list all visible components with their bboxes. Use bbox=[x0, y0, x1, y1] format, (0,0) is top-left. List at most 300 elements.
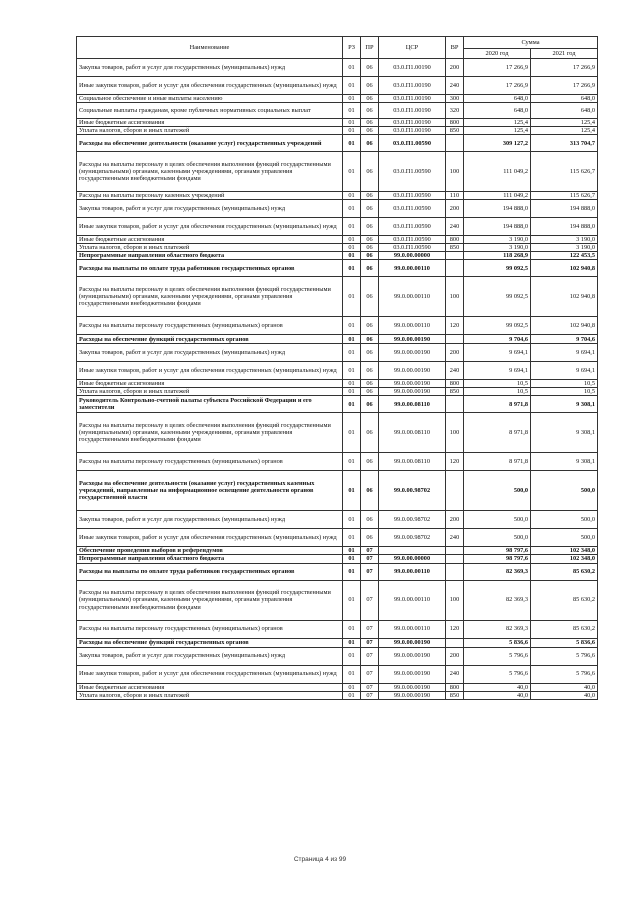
cell-rz: 01 bbox=[343, 119, 361, 127]
cell-pr: 07 bbox=[361, 580, 379, 620]
cell-vr bbox=[446, 563, 464, 580]
cell-csr: 03.0.П1.00590 bbox=[379, 244, 446, 252]
cell-vr: 240 bbox=[446, 665, 464, 683]
cell-csr: 99.0.00.00110 bbox=[379, 580, 446, 620]
cell-csr: 99.0.00.00000 bbox=[379, 555, 446, 563]
cell-sum-2020: 9 704,6 bbox=[464, 335, 531, 344]
table-row bbox=[77, 396, 598, 413]
col-header-csr: ЦСР bbox=[379, 37, 446, 59]
cell-vr bbox=[446, 252, 464, 260]
cell-pr: 06 bbox=[361, 192, 379, 200]
cell-sum-2020: 648,0 bbox=[464, 103, 531, 119]
cell-csr: 99.0.00.00110 bbox=[379, 563, 446, 580]
cell-vr: 110 bbox=[446, 192, 464, 200]
col-header-2021: 2021 год bbox=[531, 49, 598, 59]
cell-pr: 06 bbox=[361, 344, 379, 362]
cell-pr: 06 bbox=[361, 152, 379, 192]
cell-pr: 06 bbox=[361, 317, 379, 335]
cell-sum-2021: 125,4 bbox=[531, 127, 598, 135]
cell-rz: 01 bbox=[343, 236, 361, 244]
cell-name: Иные бюджетные ассигнования bbox=[77, 119, 343, 127]
cell-pr: 06 bbox=[361, 252, 379, 260]
cell-pr: 06 bbox=[361, 396, 379, 413]
cell-rz: 01 bbox=[343, 691, 361, 699]
cell-csr: 99.0.00.00110 bbox=[379, 620, 446, 638]
table-row bbox=[77, 344, 598, 362]
cell-vr bbox=[446, 547, 464, 555]
cell-sum-2020: 500,0 bbox=[464, 511, 531, 529]
table-row bbox=[77, 563, 598, 580]
cell-csr: 99.0.00.00190 bbox=[379, 638, 446, 647]
cell-name: Расходы на выплаты персоналу в целях обеспечения выполнения функций государственными (муниципальными) органами, казенными учреждениями, органами управления государственными внебюджетными фондами bbox=[77, 413, 343, 453]
cell-name: Иные закупки товаров, работ и услуг для обеспечения государственных (муниципальных) нужд bbox=[77, 529, 343, 547]
cell-csr: 99.0.00.98702 bbox=[379, 529, 446, 547]
table-row bbox=[77, 547, 598, 555]
cell-name: Иные бюджетные ассигнования bbox=[77, 236, 343, 244]
cell-vr: 100 bbox=[446, 152, 464, 192]
cell-name: Иные бюджетные ассигнования bbox=[77, 380, 343, 388]
col-header-sum: Сумма bbox=[464, 37, 598, 49]
cell-sum-2021: 648,0 bbox=[531, 103, 598, 119]
cell-name: Расходы на выплаты персоналу государственных (муниципальных) органов bbox=[77, 453, 343, 471]
cell-rz: 01 bbox=[343, 244, 361, 252]
table-row bbox=[77, 236, 598, 244]
cell-csr: 99.0.00.08110 bbox=[379, 396, 446, 413]
cell-vr: 240 bbox=[446, 77, 464, 95]
cell-vr bbox=[446, 135, 464, 152]
cell-sum-2020: 8 971,8 bbox=[464, 413, 531, 453]
table-header bbox=[77, 37, 598, 59]
cell-pr: 06 bbox=[361, 529, 379, 547]
cell-rz: 01 bbox=[343, 103, 361, 119]
table-row bbox=[77, 580, 598, 620]
cell-sum-2021: 115 626,7 bbox=[531, 192, 598, 200]
table-row bbox=[77, 252, 598, 260]
cell-name: Уплата налогов, сборов и иных платежей bbox=[77, 388, 343, 396]
cell-rz: 01 bbox=[343, 555, 361, 563]
table-row bbox=[77, 388, 598, 396]
cell-sum-2021: 194 888,0 bbox=[531, 200, 598, 218]
cell-sum-2020: 10,5 bbox=[464, 388, 531, 396]
cell-csr: 99.0.00.00190 bbox=[379, 344, 446, 362]
cell-sum-2021: 9 704,6 bbox=[531, 335, 598, 344]
table-row bbox=[77, 77, 598, 95]
cell-rz: 01 bbox=[343, 152, 361, 192]
table-row bbox=[77, 471, 598, 511]
cell-vr: 200 bbox=[446, 647, 464, 665]
cell-csr: 03.0.П1.00190 bbox=[379, 95, 446, 103]
cell-sum-2021: 9 694,1 bbox=[531, 344, 598, 362]
cell-sum-2020: 99 092,5 bbox=[464, 277, 531, 317]
col-header-pr: ПР bbox=[361, 37, 379, 59]
cell-sum-2021: 500,0 bbox=[531, 511, 598, 529]
cell-sum-2021: 648,0 bbox=[531, 95, 598, 103]
cell-sum-2021: 125,4 bbox=[531, 119, 598, 127]
cell-csr: 03.0.П1.00590 bbox=[379, 200, 446, 218]
cell-pr: 06 bbox=[361, 335, 379, 344]
cell-sum-2021: 9 308,1 bbox=[531, 413, 598, 453]
cell-pr: 07 bbox=[361, 620, 379, 638]
cell-sum-2021: 500,0 bbox=[531, 471, 598, 511]
cell-csr: 03.0.П1.00590 bbox=[379, 218, 446, 236]
table-row bbox=[77, 380, 598, 388]
cell-sum-2021: 102 940,8 bbox=[531, 277, 598, 317]
cell-name: Закупка товаров, работ и услуг для государственных (муниципальных) нужд bbox=[77, 511, 343, 529]
table-row bbox=[77, 453, 598, 471]
cell-name: Социальное обеспечение и иные выплаты населению bbox=[77, 95, 343, 103]
cell-rz: 01 bbox=[343, 200, 361, 218]
cell-vr: 320 bbox=[446, 103, 464, 119]
cell-sum-2020: 125,4 bbox=[464, 127, 531, 135]
table-row bbox=[77, 59, 598, 77]
cell-vr: 240 bbox=[446, 529, 464, 547]
cell-sum-2020: 99 092,5 bbox=[464, 260, 531, 277]
cell-name: Расходы на выплаты персоналу государственных (муниципальных) органов bbox=[77, 620, 343, 638]
cell-rz: 01 bbox=[343, 95, 361, 103]
cell-name: Уплата налогов, сборов и иных платежей bbox=[77, 127, 343, 135]
table-row bbox=[77, 620, 598, 638]
cell-sum-2020: 82 369,3 bbox=[464, 563, 531, 580]
cell-rz: 01 bbox=[343, 511, 361, 529]
cell-pr: 06 bbox=[361, 413, 379, 453]
cell-rz: 01 bbox=[343, 277, 361, 317]
cell-pr: 06 bbox=[361, 218, 379, 236]
cell-sum-2021: 102 940,8 bbox=[531, 317, 598, 335]
cell-sum-2021: 115 626,7 bbox=[531, 152, 598, 192]
cell-sum-2020: 111 049,2 bbox=[464, 192, 531, 200]
cell-csr: 03.0.П1.00590 bbox=[379, 152, 446, 192]
cell-csr: 99.0.00.00000 bbox=[379, 252, 446, 260]
cell-rz: 01 bbox=[343, 135, 361, 152]
cell-sum-2021: 85 630,2 bbox=[531, 620, 598, 638]
table-row bbox=[77, 317, 598, 335]
cell-pr: 07 bbox=[361, 638, 379, 647]
cell-csr: 03.0.П1.00190 bbox=[379, 59, 446, 77]
cell-vr: 800 bbox=[446, 119, 464, 127]
cell-sum-2020: 194 888,0 bbox=[464, 200, 531, 218]
cell-csr: 99.0.00.00110 bbox=[379, 260, 446, 277]
cell-rz: 01 bbox=[343, 77, 361, 95]
cell-pr: 07 bbox=[361, 547, 379, 555]
cell-pr: 06 bbox=[361, 59, 379, 77]
cell-sum-2021: 40,0 bbox=[531, 683, 598, 691]
cell-name: Расходы на обеспечение функций государственных органов bbox=[77, 335, 343, 344]
cell-rz: 01 bbox=[343, 620, 361, 638]
cell-csr: 03.0.П1.00590 bbox=[379, 236, 446, 244]
cell-sum-2020: 8 971,8 bbox=[464, 396, 531, 413]
cell-vr bbox=[446, 260, 464, 277]
table-row bbox=[77, 135, 598, 152]
cell-rz: 01 bbox=[343, 563, 361, 580]
cell-csr: 03.0.П1.00190 bbox=[379, 103, 446, 119]
cell-pr: 06 bbox=[361, 362, 379, 380]
table-body bbox=[77, 59, 598, 700]
cell-vr: 850 bbox=[446, 244, 464, 252]
cell-sum-2020: 500,0 bbox=[464, 529, 531, 547]
cell-pr: 07 bbox=[361, 665, 379, 683]
cell-rz: 01 bbox=[343, 218, 361, 236]
cell-sum-2020: 40,0 bbox=[464, 691, 531, 699]
cell-sum-2020: 3 190,0 bbox=[464, 236, 531, 244]
table-row bbox=[77, 647, 598, 665]
col-header-2020: 2020 год bbox=[464, 49, 531, 59]
cell-csr bbox=[379, 547, 446, 555]
cell-pr: 06 bbox=[361, 380, 379, 388]
cell-sum-2021: 85 630,2 bbox=[531, 563, 598, 580]
cell-vr: 100 bbox=[446, 277, 464, 317]
cell-name: Расходы на обеспечение деятельности (оказание услуг) государственных казенных учреждений, направленные на информационное освещение деятельности органов государственной власти bbox=[77, 471, 343, 511]
cell-pr: 06 bbox=[361, 103, 379, 119]
cell-pr: 06 bbox=[361, 236, 379, 244]
cell-sum-2020: 98 797,6 bbox=[464, 547, 531, 555]
cell-csr: 03.0.П1.00590 bbox=[379, 135, 446, 152]
cell-name: Расходы на обеспечение деятельности (оказание услуг) государственных учреждений bbox=[77, 135, 343, 152]
cell-sum-2021: 102 348,0 bbox=[531, 555, 598, 563]
cell-csr: 99.0.00.00190 bbox=[379, 362, 446, 380]
cell-sum-2021: 9 308,1 bbox=[531, 453, 598, 471]
cell-rz: 01 bbox=[343, 362, 361, 380]
cell-sum-2020: 82 369,3 bbox=[464, 620, 531, 638]
col-header-name: Наименование bbox=[77, 37, 343, 59]
cell-csr: 99.0.00.08110 bbox=[379, 413, 446, 453]
cell-sum-2021: 17 266,9 bbox=[531, 77, 598, 95]
cell-pr: 07 bbox=[361, 691, 379, 699]
cell-csr: 99.0.00.00110 bbox=[379, 317, 446, 335]
table-row bbox=[77, 103, 598, 119]
cell-sum-2021: 9 694,1 bbox=[531, 362, 598, 380]
cell-vr: 240 bbox=[446, 218, 464, 236]
cell-sum-2020: 5 796,6 bbox=[464, 665, 531, 683]
cell-vr bbox=[446, 555, 464, 563]
cell-pr: 06 bbox=[361, 127, 379, 135]
cell-sum-2021: 17 266,9 bbox=[531, 59, 598, 77]
cell-sum-2020: 9 694,1 bbox=[464, 344, 531, 362]
table-row bbox=[77, 555, 598, 563]
cell-pr: 06 bbox=[361, 511, 379, 529]
cell-vr bbox=[446, 396, 464, 413]
cell-sum-2020: 194 888,0 bbox=[464, 218, 531, 236]
cell-rz: 01 bbox=[343, 260, 361, 277]
cell-sum-2020: 98 797,6 bbox=[464, 555, 531, 563]
cell-sum-2021: 5 836,6 bbox=[531, 638, 598, 647]
cell-name: Уплата налогов, сборов и иных платежей bbox=[77, 244, 343, 252]
cell-csr: 99.0.00.00190 bbox=[379, 665, 446, 683]
budget-table bbox=[76, 36, 598, 700]
cell-pr: 06 bbox=[361, 453, 379, 471]
cell-vr: 850 bbox=[446, 691, 464, 699]
table-row bbox=[77, 218, 598, 236]
cell-vr: 300 bbox=[446, 95, 464, 103]
cell-sum-2021: 85 630,2 bbox=[531, 580, 598, 620]
cell-name: Расходы на обеспечение функций государственных органов bbox=[77, 638, 343, 647]
cell-vr: 200 bbox=[446, 344, 464, 362]
cell-name: Закупка товаров, работ и услуг для государственных (муниципальных) нужд bbox=[77, 59, 343, 77]
cell-sum-2020: 500,0 bbox=[464, 471, 531, 511]
table-row bbox=[77, 529, 598, 547]
cell-sum-2021: 5 796,6 bbox=[531, 647, 598, 665]
cell-pr: 06 bbox=[361, 119, 379, 127]
cell-vr: 200 bbox=[446, 200, 464, 218]
cell-vr: 800 bbox=[446, 683, 464, 691]
cell-vr: 100 bbox=[446, 413, 464, 453]
cell-sum-2020: 17 266,9 bbox=[464, 77, 531, 95]
col-header-vr: ВР bbox=[446, 37, 464, 59]
cell-name: Иные закупки товаров, работ и услуг для обеспечения государственных (муниципальных) нужд bbox=[77, 362, 343, 380]
cell-sum-2020: 125,4 bbox=[464, 119, 531, 127]
table-row bbox=[77, 192, 598, 200]
cell-pr: 07 bbox=[361, 563, 379, 580]
cell-vr: 850 bbox=[446, 388, 464, 396]
cell-name: Непрограммные направления областного бюджета bbox=[77, 555, 343, 563]
cell-rz: 01 bbox=[343, 344, 361, 362]
cell-sum-2021: 5 796,6 bbox=[531, 665, 598, 683]
cell-csr: 03.0.П1.00190 bbox=[379, 119, 446, 127]
cell-vr: 200 bbox=[446, 59, 464, 77]
table-row bbox=[77, 119, 598, 127]
table-row bbox=[77, 691, 598, 699]
col-header-rz: РЗ bbox=[343, 37, 361, 59]
cell-pr: 06 bbox=[361, 277, 379, 317]
cell-pr: 06 bbox=[361, 244, 379, 252]
cell-name: Закупка товаров, работ и услуг для государственных (муниципальных) нужд bbox=[77, 647, 343, 665]
table-row bbox=[77, 277, 598, 317]
cell-rz: 01 bbox=[343, 252, 361, 260]
cell-csr: 03.0.П1.00190 bbox=[379, 127, 446, 135]
cell-vr: 120 bbox=[446, 317, 464, 335]
cell-name: Иные закупки товаров, работ и услуг для обеспечения государственных (муниципальных) нужд bbox=[77, 665, 343, 683]
cell-rz: 01 bbox=[343, 413, 361, 453]
cell-rz: 01 bbox=[343, 665, 361, 683]
cell-sum-2020: 82 369,3 bbox=[464, 580, 531, 620]
cell-sum-2021: 122 453,5 bbox=[531, 252, 598, 260]
table-row bbox=[77, 200, 598, 218]
cell-sum-2020: 17 266,9 bbox=[464, 59, 531, 77]
cell-sum-2020: 10,5 bbox=[464, 380, 531, 388]
cell-name: Расходы на выплаты по оплате труда работников государственных органов bbox=[77, 260, 343, 277]
cell-sum-2020: 8 971,8 bbox=[464, 453, 531, 471]
cell-csr: 03.0.П1.00590 bbox=[379, 192, 446, 200]
cell-rz: 01 bbox=[343, 59, 361, 77]
cell-rz: 01 bbox=[343, 471, 361, 511]
cell-pr: 07 bbox=[361, 683, 379, 691]
cell-pr: 06 bbox=[361, 95, 379, 103]
cell-pr: 06 bbox=[361, 200, 379, 218]
cell-pr: 06 bbox=[361, 135, 379, 152]
cell-csr: 03.0.П1.00190 bbox=[379, 77, 446, 95]
cell-name: Расходы на выплаты персоналу в целях обеспечения выполнения функций государственными (муниципальными) органами, казенными учреждениями, органами управления государственными внебюджетными фондами bbox=[77, 152, 343, 192]
table-row bbox=[77, 335, 598, 344]
table-row bbox=[77, 683, 598, 691]
cell-sum-2021: 500,0 bbox=[531, 529, 598, 547]
cell-vr: 200 bbox=[446, 511, 464, 529]
cell-rz: 01 bbox=[343, 683, 361, 691]
cell-vr: 120 bbox=[446, 453, 464, 471]
table-row bbox=[77, 244, 598, 252]
cell-csr: 99.0.00.00190 bbox=[379, 335, 446, 344]
cell-sum-2020: 99 092,5 bbox=[464, 317, 531, 335]
cell-pr: 06 bbox=[361, 388, 379, 396]
cell-csr: 99.0.00.00190 bbox=[379, 388, 446, 396]
cell-sum-2020: 111 049,2 bbox=[464, 152, 531, 192]
table-row bbox=[77, 665, 598, 683]
cell-vr bbox=[446, 335, 464, 344]
cell-name: Иные бюджетные ассигнования bbox=[77, 683, 343, 691]
cell-csr: 99.0.00.98702 bbox=[379, 511, 446, 529]
cell-rz: 01 bbox=[343, 547, 361, 555]
cell-name: Закупка товаров, работ и услуг для государственных (муниципальных) нужд bbox=[77, 344, 343, 362]
cell-rz: 01 bbox=[343, 396, 361, 413]
table-row bbox=[77, 152, 598, 192]
cell-name: Иные закупки товаров, работ и услуг для обеспечения государственных (муниципальных) нужд bbox=[77, 218, 343, 236]
cell-sum-2020: 5 796,6 bbox=[464, 647, 531, 665]
cell-name: Уплата налогов, сборов и иных платежей bbox=[77, 691, 343, 699]
cell-vr bbox=[446, 638, 464, 647]
cell-sum-2021: 313 704,7 bbox=[531, 135, 598, 152]
cell-rz: 01 bbox=[343, 380, 361, 388]
cell-sum-2021: 194 888,0 bbox=[531, 218, 598, 236]
table-row bbox=[77, 127, 598, 135]
cell-pr: 06 bbox=[361, 77, 379, 95]
page-number: Страница 4 из 99 bbox=[293, 856, 347, 863]
cell-rz: 01 bbox=[343, 192, 361, 200]
cell-sum-2021: 40,0 bbox=[531, 691, 598, 699]
cell-sum-2021: 10,5 bbox=[531, 388, 598, 396]
cell-sum-2021: 102 940,8 bbox=[531, 260, 598, 277]
cell-vr: 120 bbox=[446, 620, 464, 638]
table-row bbox=[77, 260, 598, 277]
cell-sum-2021: 3 190,0 bbox=[531, 236, 598, 244]
table-row bbox=[77, 413, 598, 453]
cell-rz: 01 bbox=[343, 453, 361, 471]
cell-vr: 850 bbox=[446, 127, 464, 135]
cell-sum-2020: 648,0 bbox=[464, 95, 531, 103]
cell-vr: 100 bbox=[446, 580, 464, 620]
cell-sum-2020: 3 190,0 bbox=[464, 244, 531, 252]
table-row bbox=[77, 95, 598, 103]
table-row bbox=[77, 362, 598, 380]
table-row bbox=[77, 511, 598, 529]
cell-sum-2021: 10,5 bbox=[531, 380, 598, 388]
cell-name: Непрограммные направления областного бюджета bbox=[77, 252, 343, 260]
cell-name: Закупка товаров, работ и услуг для государственных (муниципальных) нужд bbox=[77, 200, 343, 218]
cell-name: Расходы на выплаты по оплате труда работников государственных органов bbox=[77, 563, 343, 580]
cell-rz: 01 bbox=[343, 647, 361, 665]
cell-name: Социальные выплаты гражданам, кроме публичных нормативных социальных выплат bbox=[77, 103, 343, 119]
cell-sum-2021: 102 348,0 bbox=[531, 547, 598, 555]
cell-rz: 01 bbox=[343, 335, 361, 344]
cell-csr: 99.0.00.00190 bbox=[379, 380, 446, 388]
cell-name: Иные закупки товаров, работ и услуг для обеспечения государственных (муниципальных) нужд bbox=[77, 77, 343, 95]
table-row bbox=[77, 638, 598, 647]
cell-sum-2020: 5 836,6 bbox=[464, 638, 531, 647]
cell-csr: 99.0.00.00110 bbox=[379, 277, 446, 317]
cell-sum-2020: 309 127,2 bbox=[464, 135, 531, 152]
cell-rz: 01 bbox=[343, 580, 361, 620]
cell-csr: 99.0.00.00190 bbox=[379, 647, 446, 665]
cell-csr: 99.0.00.08110 bbox=[379, 453, 446, 471]
cell-sum-2020: 118 268,9 bbox=[464, 252, 531, 260]
cell-rz: 01 bbox=[343, 529, 361, 547]
cell-name: Расходы на выплаты персоналу казенных учреждений bbox=[77, 192, 343, 200]
cell-vr: 800 bbox=[446, 380, 464, 388]
cell-vr: 240 bbox=[446, 362, 464, 380]
cell-vr bbox=[446, 471, 464, 511]
cell-vr: 800 bbox=[446, 236, 464, 244]
cell-pr: 07 bbox=[361, 555, 379, 563]
cell-sum-2021: 3 190,0 bbox=[531, 244, 598, 252]
cell-name: Расходы на выплаты персоналу в целях обеспечения выполнения функций государственными (муниципальными) органами, казенными учреждениями, органами управления государственными внебюджетными фондами bbox=[77, 580, 343, 620]
cell-pr: 06 bbox=[361, 471, 379, 511]
